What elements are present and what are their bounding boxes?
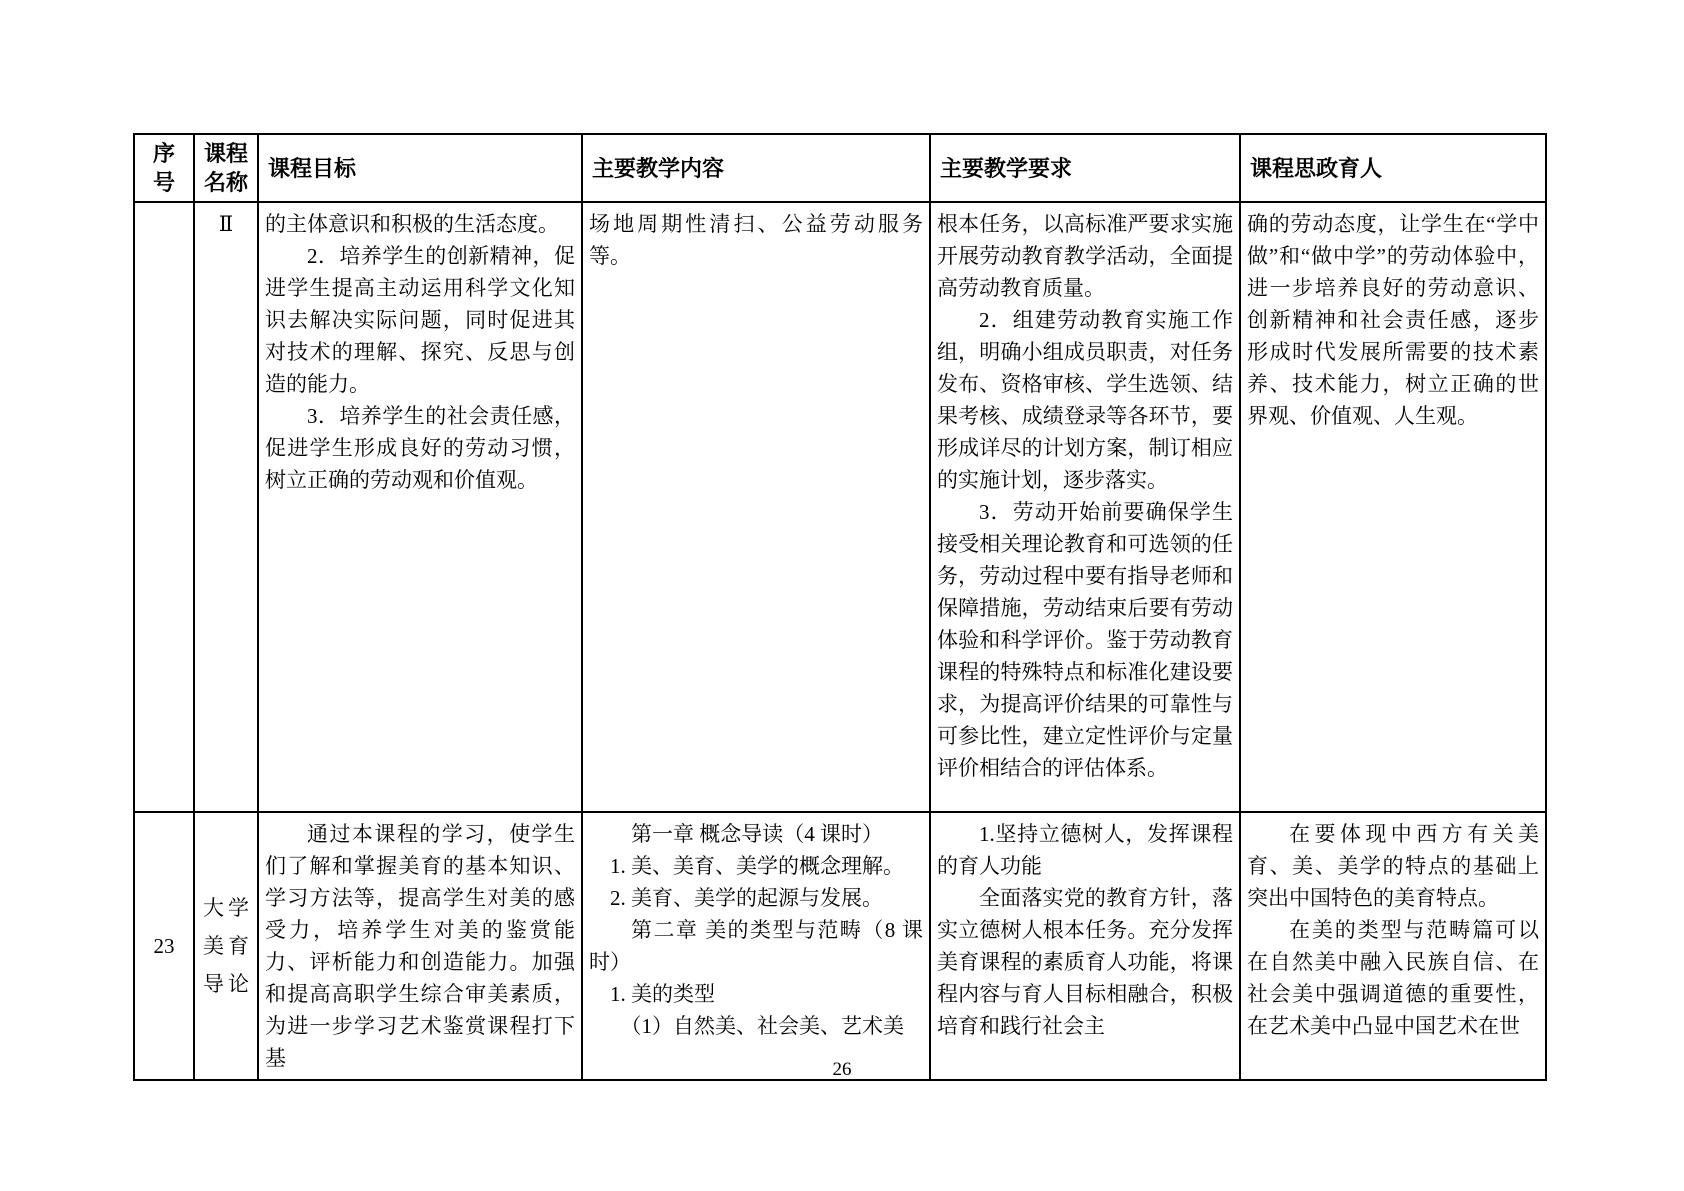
paragraph: 通过本课程的学习，使学生们了解和掌握美育的基本知识、学习方法等，提高学生对美的感受力，培养学生对美的鉴赏能力、评析能力和创造能力。加强和提高高职学生综合审美素质，为进一步学习艺术鉴赏课程打下基 [265,822,575,1070]
header-ideology: 课程思政育人 [1240,134,1546,202]
header-line: 名称 [203,170,248,195]
table-row-course-2 [134,202,1546,812]
paragraph: 根本任务，以高标准严要求实施开展劳动教育教学活动，全面提高劳动教育质量。 [937,212,1233,300]
paragraph: 全面落实党的教育方针，落实立德树人根本任务。充分发挥美育课程的素质育人功能，将课程内容与育人目标相融合，积极培育和践行社会主 [937,886,1233,1038]
paragraph: 2. 美育、美学的起源与发展。 [610,886,883,910]
header-line: 序 [152,141,175,166]
header-requirements: 主要教学要求 [930,134,1240,202]
header-content: 主要教学内容 [582,134,930,202]
cell-teaching-content [582,812,930,1080]
table-header-row [134,134,1546,202]
course-table [133,133,1547,1081]
cell-seq [134,202,194,812]
paragraph: 第二章 美的类型与范畴（8 课时） [589,918,923,974]
paragraph: 1.坚持立德树人，发挥课程的育人功能 [937,822,1233,878]
cell-course-name [194,202,258,812]
paragraph: 在要体现中西方有关美育、美、美学的特点的基础上突出中国特色的美育特点。 [1247,822,1539,910]
cell-objectives [258,202,582,812]
paragraph: 3．劳动开始前要确保学生接受相关理论教育和可选领的任务，劳动过程中要有指导老师和保障措施，劳动结束后要有劳动体验和科学评价。鉴于劳动教育课程的特殊特点和标准化建设要求，为提高评价结果的可靠性与可参比性，建立定性评价与定量评价相结合的评估体系。 [937,500,1233,780]
paragraph: 1. 美的类型 [610,982,715,1006]
cell-objectives [258,812,582,1080]
paragraph: 1. 美、美育、美学的概念理解。 [610,854,904,878]
header-line: 课程 [203,141,248,166]
cell-course-name [194,812,258,1080]
paragraph: 的主体意识和积极的生活态度。 [265,212,559,236]
table-row-course-23 [134,812,1546,1080]
paragraph: 场地周期性清扫、公益劳动服务等。 [589,212,923,268]
page-number: 26 [832,1059,852,1080]
paragraph: 3．培养学生的社会责任感，促进学生形成良好的劳动习惯，树立正确的劳动观和价值观。 [265,404,575,492]
course-name-line: 导 论 [203,972,249,996]
header-line: 号 [152,170,175,195]
paragraph: （1）自然美、社会美、艺术美 [620,1014,904,1038]
paragraph: 2．组建劳动教育实施工作组，明确小组成员职责，对任务发布、资格审核、学生选领、结果考核、成绩登录等各环节，要形成详尽的计划方案，制订相应的实施计划，逐步落实。 [937,308,1233,492]
cell-ideology [1240,202,1546,812]
header-objectives: 课程目标 [258,134,582,202]
header-seq [134,134,194,202]
cell-teaching-requirements [930,202,1240,812]
cell-teaching-content [582,202,930,812]
cell-ideology [1240,812,1546,1080]
paragraph: 第一章 概念导读（4 课时） [631,822,883,846]
paragraph: 确的劳动态度，让学生在“学中做”和“做中学”的劳动体验中，进一步培养良好的劳动意识、创新精神和社会责任感，逐步形成时代发展所需要的技术素养、技术能力，树立正确的世界观、价值观、人生观。 [1247,212,1539,428]
course-name-line: Ⅱ [218,212,234,236]
course-name-line: 大 学 [203,896,249,920]
paragraph: 在美的类型与范畴篇可以在自然美中融入民族自信、在社会美中强调道德的重要性，在艺术美中凸显中国艺术在世 [1247,918,1539,1038]
header-course-name [194,134,258,202]
course-name-line: 美 育 [203,934,249,958]
paragraph: 2．培养学生的创新精神，促进学生提高主动运用科学文化知识去解决实际问题，同时促进其对技术的理解、探究、反思与创造的能力。 [265,244,575,396]
cell-teaching-requirements [930,812,1240,1080]
cell-seq: 23 [134,812,194,1080]
